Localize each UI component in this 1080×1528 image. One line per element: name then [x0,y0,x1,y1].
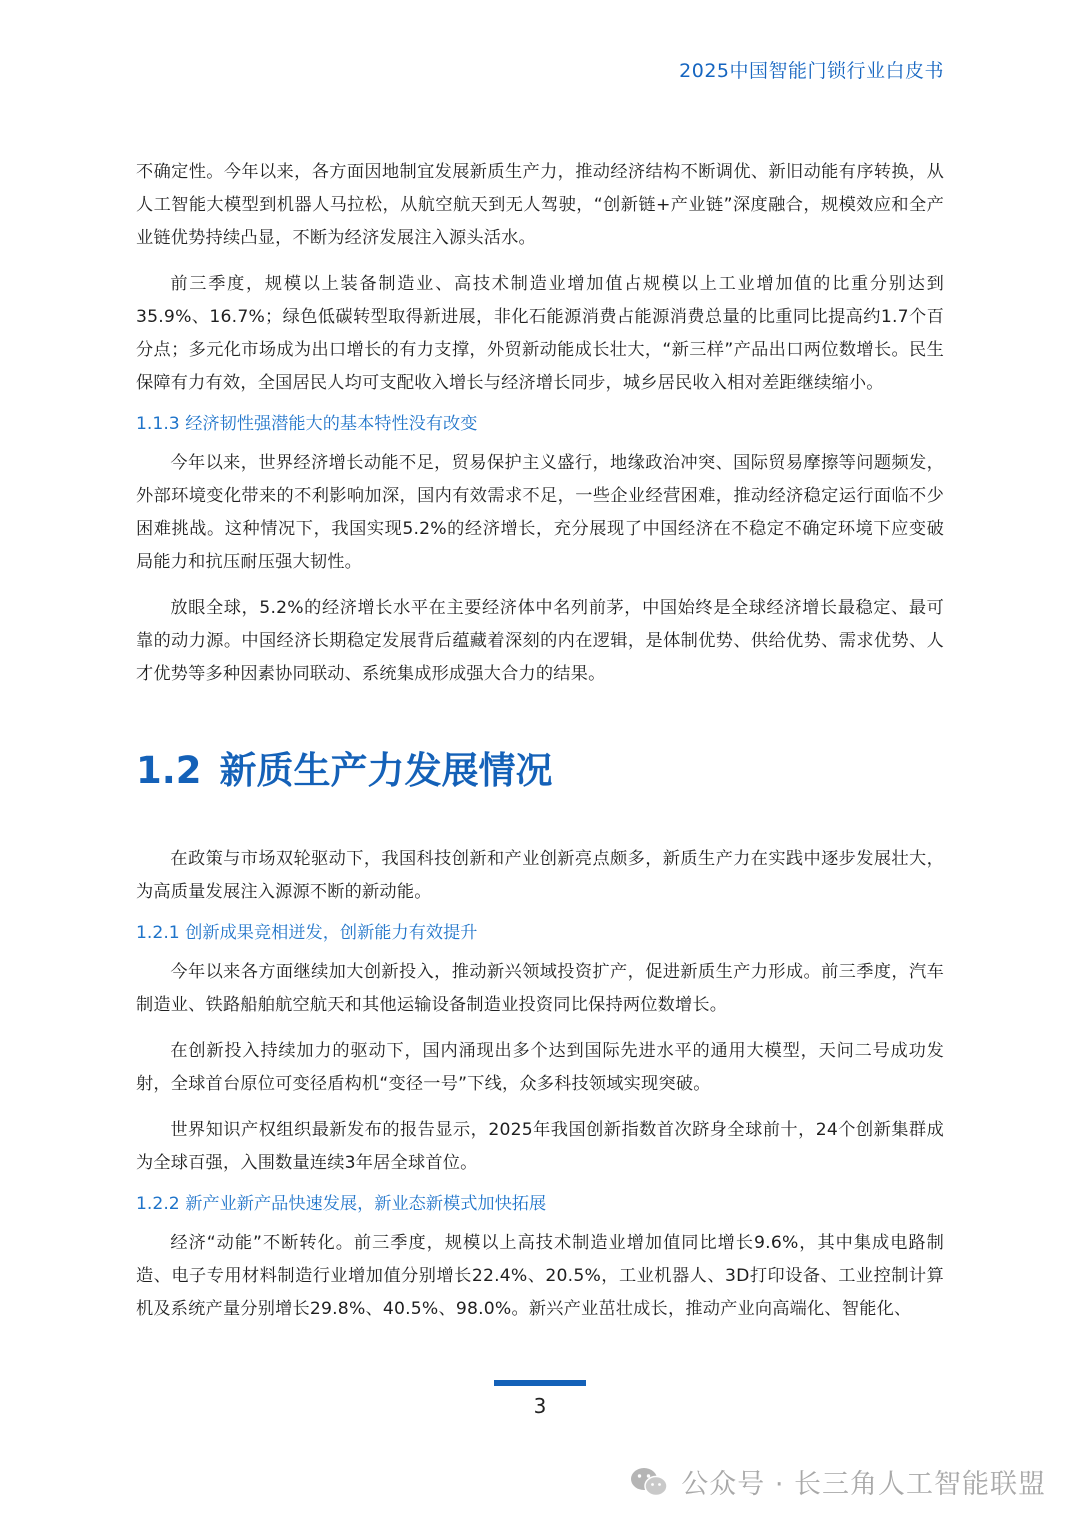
subheading-1-1-3: 1.1.3 经济韧性强潜能大的基本特性没有改变 [136,414,478,434]
section-number: 1.2 [136,749,202,792]
footer-accent-bar [494,1380,586,1386]
subheading-1-2-2: 1.2.2 新产业新产品快速发展，新业态新模式加快拓展 [136,1194,547,1214]
paragraph: 今年以来，世界经济增长动能不足，贸易保护主义盛行，地缘政治冲突、国际贸易摩擦等问题频发，外部环境变化带来的不利影响加深，国内有效需求不足，一些企业经营困难，推动经济稳定运行面临不少困难挑战。这种情况下，我国实现5.2%的经济增长，充分展现了中国经济在不稳定不确定环境下应变破局能力和抗压耐压强大韧性。 [136,453,944,572]
section-title-1-2 [136,747,944,795]
paragraph: 在政策与市场双轮驱动下，我国科技创新和产业创新亮点颇多，新质生产力在实践中逐步发展壮大，为高质量发展注入源源不断的新动能。 [136,849,944,902]
paragraph-continuation: 不确定性。今年以来，各方面因地制宜发展新质生产力，推动经济结构不断调优、新旧动能有序转换，从人工智能大模型到机器人马拉松，从航空航天到无人驾驶，“创新链+产业链”深度融合，规模效应和全产业链优势持续凸显，不断为经济发展注入源头活水。 [136,162,944,248]
wechat-icon [629,1465,669,1499]
page-number: 3 [533,1394,547,1418]
running-header: 2025中国智能门锁行业白皮书 [679,60,944,82]
subheading-1-2-1: 1.2.1 创新成果竞相迸发，创新能力有效提升 [136,923,478,943]
paragraph: 前三季度，规模以上装备制造业、高技术制造业增加值占规模以上工业增加值的比重分别达到35.9%、16.7%；绿色低碳转型取得新进展，非化石能源消费占能源消费总量的比重同比提高约1.7个百分点；多元化市场成为出口增长的有力支撑，外贸新动能成长壮大，“新三样”产品出口两位数增长。民生保障有力有效，全国居民人均可支配收入增长与经济增长同步，城乡居民收入相对差距继续缩小。 [136,274,944,393]
page-body [136,156,944,1339]
section-title-text: 新质生产力发展情况 [219,749,553,792]
paragraph: 今年以来各方面继续加大创新投入，推动新兴领域投资扩产，促进新质生产力形成。前三季度，汽车制造业、铁路船舶航空航天和其他运输设备制造业投资同比保持两位数增长。 [136,962,944,1015]
watermark [629,1462,1046,1501]
paragraph: 放眼全球，5.2%的经济增长水平在主要经济体中名列前茅，中国始终是全球经济增长最稳定、最可靠的动力源。中国经济长期稳定发展背后蕴藏着深刻的内在逻辑，是体制优势、供给优势、需求优势、人才优势等多种因素协同联动、系统集成形成强大合力的结果。 [136,598,944,684]
watermark-text: 公众号 · 长三角人工智能联盟 [681,1469,1046,1500]
paragraph: 在创新投入持续加力的驱动下，国内涌现出多个达到国际先进水平的通用大模型，天问二号成功发射，全球首台原位可变径盾构机“变径一号”下线，众多科技领域实现突破。 [136,1041,944,1094]
paragraph: 世界知识产权组织最新发布的报告显示，2025年我国创新指数首次跻身全球前十，24个创新集群成为全球百强，入围数量连续3年居全球首位。 [136,1120,944,1173]
paragraph: 经济“动能”不断转化。前三季度，规模以上高技术制造业增加值同比增长9.6%，其中集成电路制造、电子专用材料制造行业增加值分别增长22.4%、20.5%，工业机器人、3D打印设备、工业控制计算机及系统产量分别增长29.8%、40.5%、98.0%。新兴产业茁壮成长，推动产业向高端化、智能化、 [136,1233,944,1319]
